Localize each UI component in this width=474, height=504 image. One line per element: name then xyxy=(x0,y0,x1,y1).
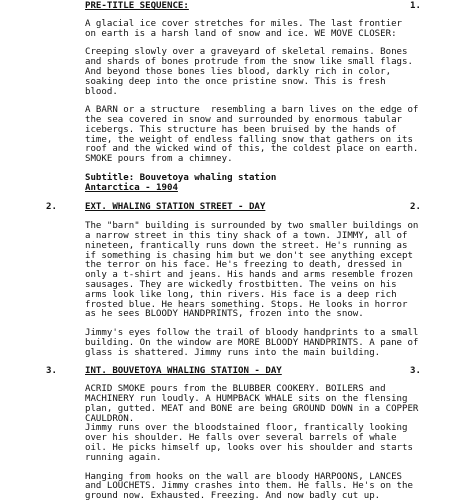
action-line: only a t-shirt and jeans. His hands and arms resemble frozen xyxy=(85,270,413,281)
action-line: ground now. Exhausted. Freezing. And now badly cut up. xyxy=(85,491,381,502)
action-line: and shards of bones protrude from the snow like small flags. xyxy=(85,57,413,68)
scene-heading-int-whaling-station: INT. BOUVETOYA WHALING STATION - DAY xyxy=(85,366,282,377)
action-line: over his shoulder. He falls over several barrels of whale xyxy=(85,433,397,444)
action-line: running again. xyxy=(85,452,162,463)
action-line: time, the weight of endless falling snow that gathers on its xyxy=(85,134,413,145)
action-line: if something is chasing him but we don't see anything except xyxy=(85,250,413,261)
action-line: frosted blue. He hears something. Stops. He looks in horror xyxy=(85,299,408,310)
action-line: Hanging from hooks on the wall are bloody HARPOONS, LANCES xyxy=(85,471,402,482)
action-line: plan, gutted. MEAT and BONE are being GROUND DOWN in a COPPER xyxy=(85,403,419,414)
action-line: the sea covered in snow and surrounded by enormous tabular xyxy=(85,115,402,126)
scene-number-right-1: 1. xyxy=(410,1,421,11)
action-line: soaking deep into the once pristine snow. This is fresh xyxy=(85,76,386,87)
action-line: glass is shattered. Jimmy runs into the main building. xyxy=(85,347,381,358)
action-line: Jimmy runs over the bloodstained floor, frantically looking xyxy=(85,423,408,434)
action-line: The "barn" building is surrounded by two smaller buildings on xyxy=(85,221,419,232)
action-line: icebergs. This structure has been bruised by the hands of xyxy=(85,124,397,135)
action-line: A glacial ice cover stretches for miles. The last frontier xyxy=(85,18,402,29)
subtitle-line: Subtitle: Bouvetoya whaling station xyxy=(85,173,277,183)
action-line: building. On the window are MORE BLOODY HANDPRINTS. A pane of xyxy=(85,337,419,348)
action-line: MACHINERY run loudly. A HUMPBACK WHALE sits on the flensing xyxy=(85,394,408,405)
scene-number-right-2: 2. xyxy=(410,202,421,213)
action-line: sausages. They are wickedly frostbitten. The veins on his xyxy=(85,279,397,290)
scene-heading-pre-title: PRE-TITLE SEQUENCE: xyxy=(85,1,189,11)
action-line: ACRID SMOKE pours from the BLUBBER COOKERY. BOILERS and xyxy=(85,384,386,395)
action-line: A BARN or a structure resembling a barn lives on the edge of xyxy=(85,105,419,116)
scene-heading-ext-street: EXT. WHALING STATION STREET - DAY xyxy=(85,202,266,213)
action-line: nineteen, frantically runs down the street. He's running as xyxy=(85,240,408,251)
action-line: on earth is a harsh land of snow and ice. WE MOVE CLOSER: xyxy=(85,28,397,39)
action-line: And beyond those bones lies blood, darkly rich in color, xyxy=(85,66,392,77)
subtitle-location: Antarctica - 1904 xyxy=(85,182,178,193)
action-line: as he sees BLOODY HANDPRINTS, frozen into the snow. xyxy=(85,309,364,320)
action-line: CAULDRON. xyxy=(85,413,135,424)
action-line: Jimmy's eyes follow the trail of bloody handprints to a small xyxy=(85,328,419,339)
scene-number-left-3: 3. xyxy=(46,366,57,377)
action-line: SMOKE pours from a chimney. xyxy=(85,154,233,165)
action-line: and LOUCHETS. Jimmy crashes into them. He falls. He's on the xyxy=(85,481,413,492)
action-line: oil. He picks himself up, looks over his shoulder and starts xyxy=(85,443,413,454)
scene-number-left-2: 2. xyxy=(46,202,57,213)
action-line: arms look like long, thin rivers. His face is a deep rich xyxy=(85,289,397,300)
action-line: roof and the wicked wind of this, the coldest place on earth. xyxy=(85,144,419,155)
action-line: blood. xyxy=(85,86,118,97)
action-line: Creeping slowly over a graveyard of skeletal remains. Bones xyxy=(85,47,408,58)
action-line: the terror on his face. He's freezing to death, dressed in xyxy=(85,260,402,271)
scene-number-right-3: 3. xyxy=(410,366,421,377)
action-line: a narrow street in this tiny shack of a town. JIMMY, all of xyxy=(85,230,408,241)
